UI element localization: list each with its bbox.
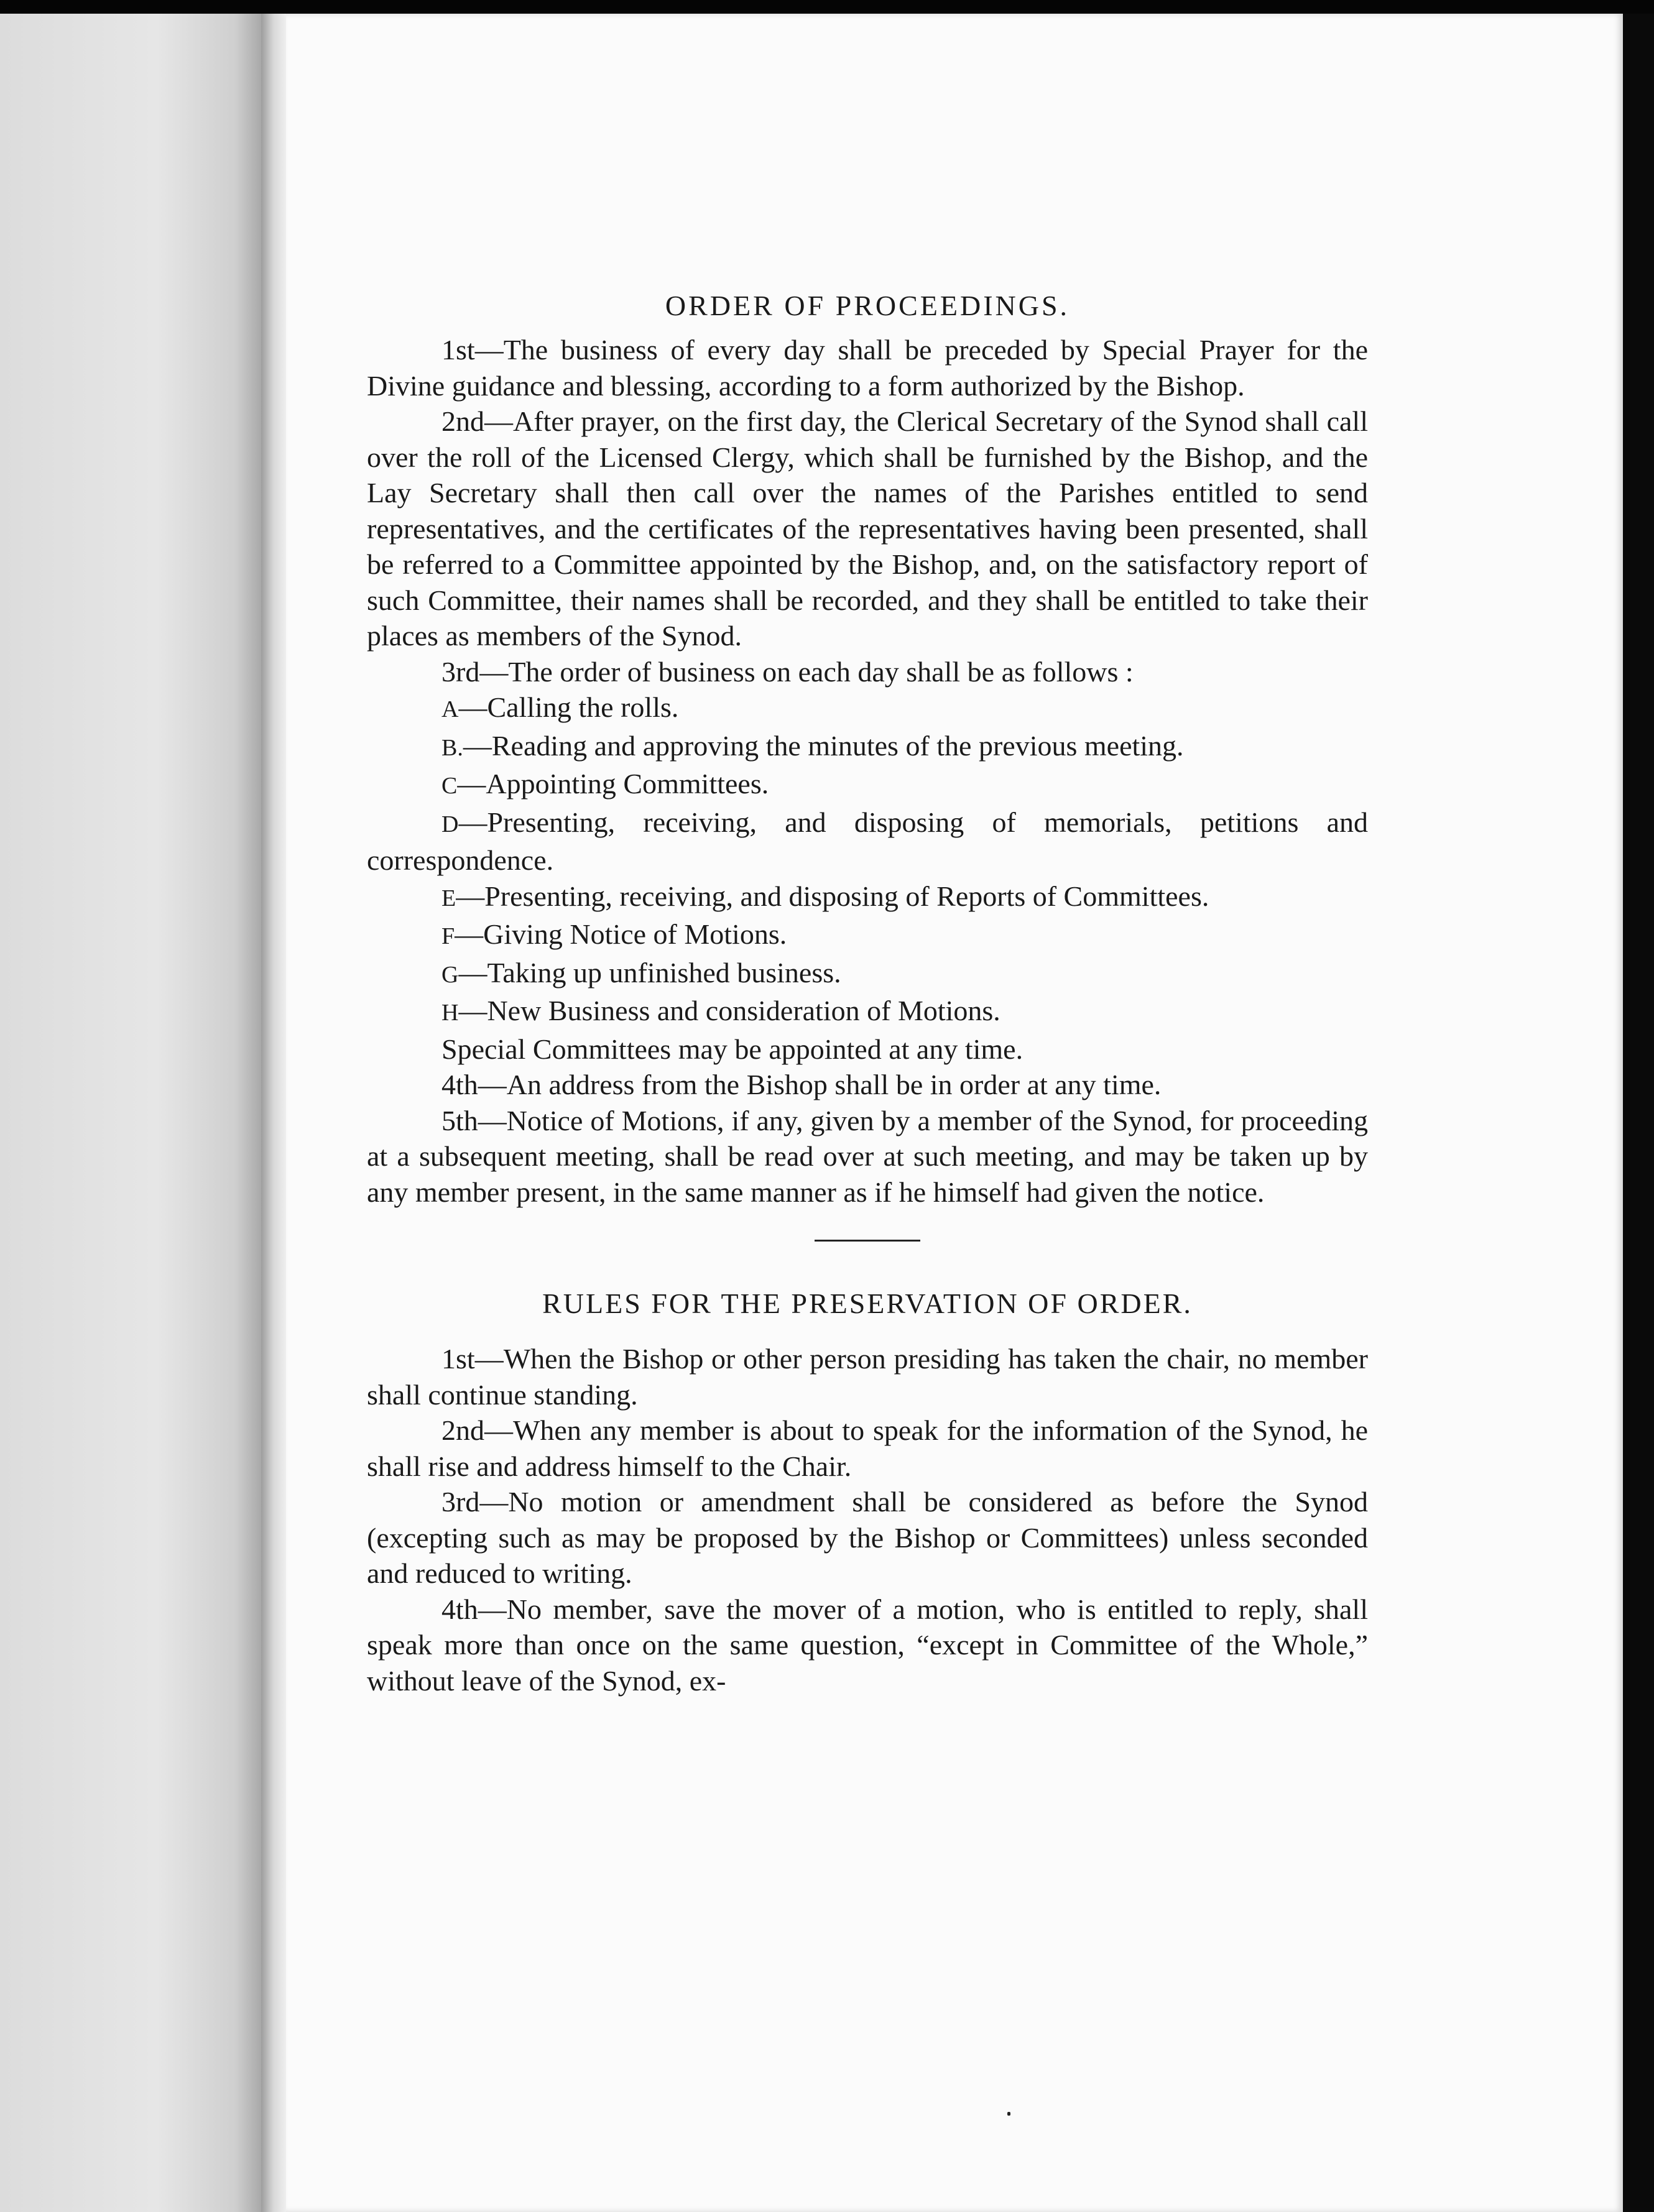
- book-page: [286, 14, 1623, 2212]
- section-title-order-of-proceedings: ORDER OF PROCEEDINGS.: [665, 290, 1070, 321]
- business-item-e: E—Presenting, receiving, and disposing of Reports of Committees.: [441, 880, 1209, 912]
- paragraph-5th: 5th—Notice of Motions, if any, given by a member of the Synod, for proceeding at a subsequent meeting, shall be read over at such meeting, and may be taken up by any member present, in the same manner as if he himself had given the notice.: [367, 1104, 1368, 1208]
- paragraph-1st: 1st—The business of every day shall be preceded by Special Prayer for the Divine guidance and blessing, according to a form authorized by the Bishop.: [367, 334, 1368, 402]
- section-title-rules-preservation-of-order: RULES FOR THE PRESERVATION OF ORDER.: [542, 1288, 1193, 1319]
- special-committees-note: Special Committees may be appointed at any time.: [441, 1033, 1023, 1065]
- scan-right-border: [1623, 14, 1654, 2212]
- rule-1st: 1st—When the Bishop or other person presiding has taken the chair, no member shall continue standing.: [367, 1343, 1368, 1411]
- rule-4th: 4th—No member, save the mover of a motion, who is entitled to reply, shall speak more than once on the same question, “except in Committee of the Whole,” without leave of the Synod, ex-: [367, 1593, 1368, 1697]
- paragraph-2nd: 2nd—After prayer, on the first day, the Clerical Secretary of the Synod shall call over the roll of the Licensed Clergy, which shall be furnished by the Bishop, and the Lay Secretary shall then call over the names of the Parishes entitled to send representatives, and the certificates of the representatives having been presented, shall be referred to a Committee appointed by the Bishop, and, on the satisfactory report of such Committee, their names shall be recorded, and they shall be entitled to take their places as members of the Synod.: [367, 405, 1368, 652]
- paragraph-3rd: 3rd—The order of business on each day shall be as follows :: [441, 655, 1134, 688]
- page-content: [367, 287, 1368, 1698]
- rule-3rd: 3rd—No motion or amendment shall be considered as before the Synod (excepting such as may be proposed by the Bishop or Committees) unless seconded and reduced to writing.: [367, 1486, 1368, 1589]
- rule-2nd: 2nd—When any member is about to speak for the information of the Synod, he shall rise and address himself to the Chair.: [367, 1414, 1368, 1482]
- facing-page-edge: [0, 14, 261, 2212]
- business-item-d: D—Presenting, receiving, and disposing of memorials, petitions and correspondence.: [367, 806, 1368, 876]
- scan-top-border: [0, 0, 1654, 14]
- section-divider: [815, 1240, 920, 1242]
- business-item-h: H—New Business and consideration of Motions.: [441, 995, 1000, 1026]
- order-of-proceedings-list: [367, 332, 1368, 1210]
- rules-list: [367, 1341, 1368, 1698]
- business-item-b: B.—Reading and approving the minutes of the previous meeting.: [441, 729, 1184, 762]
- business-item-c: C—Appointing Committees.: [441, 768, 769, 800]
- book-gutter: [261, 14, 286, 2212]
- business-item-f: F—Giving Notice of Motions.: [441, 918, 787, 950]
- print-speck: [1007, 2112, 1010, 2116]
- business-item-a: A—Calling the rolls.: [441, 691, 679, 723]
- paragraph-4th: 4th—An address from the Bishop shall be in order at any time.: [441, 1069, 1162, 1100]
- business-item-g: G—Taking up unfinished business.: [441, 956, 841, 988]
